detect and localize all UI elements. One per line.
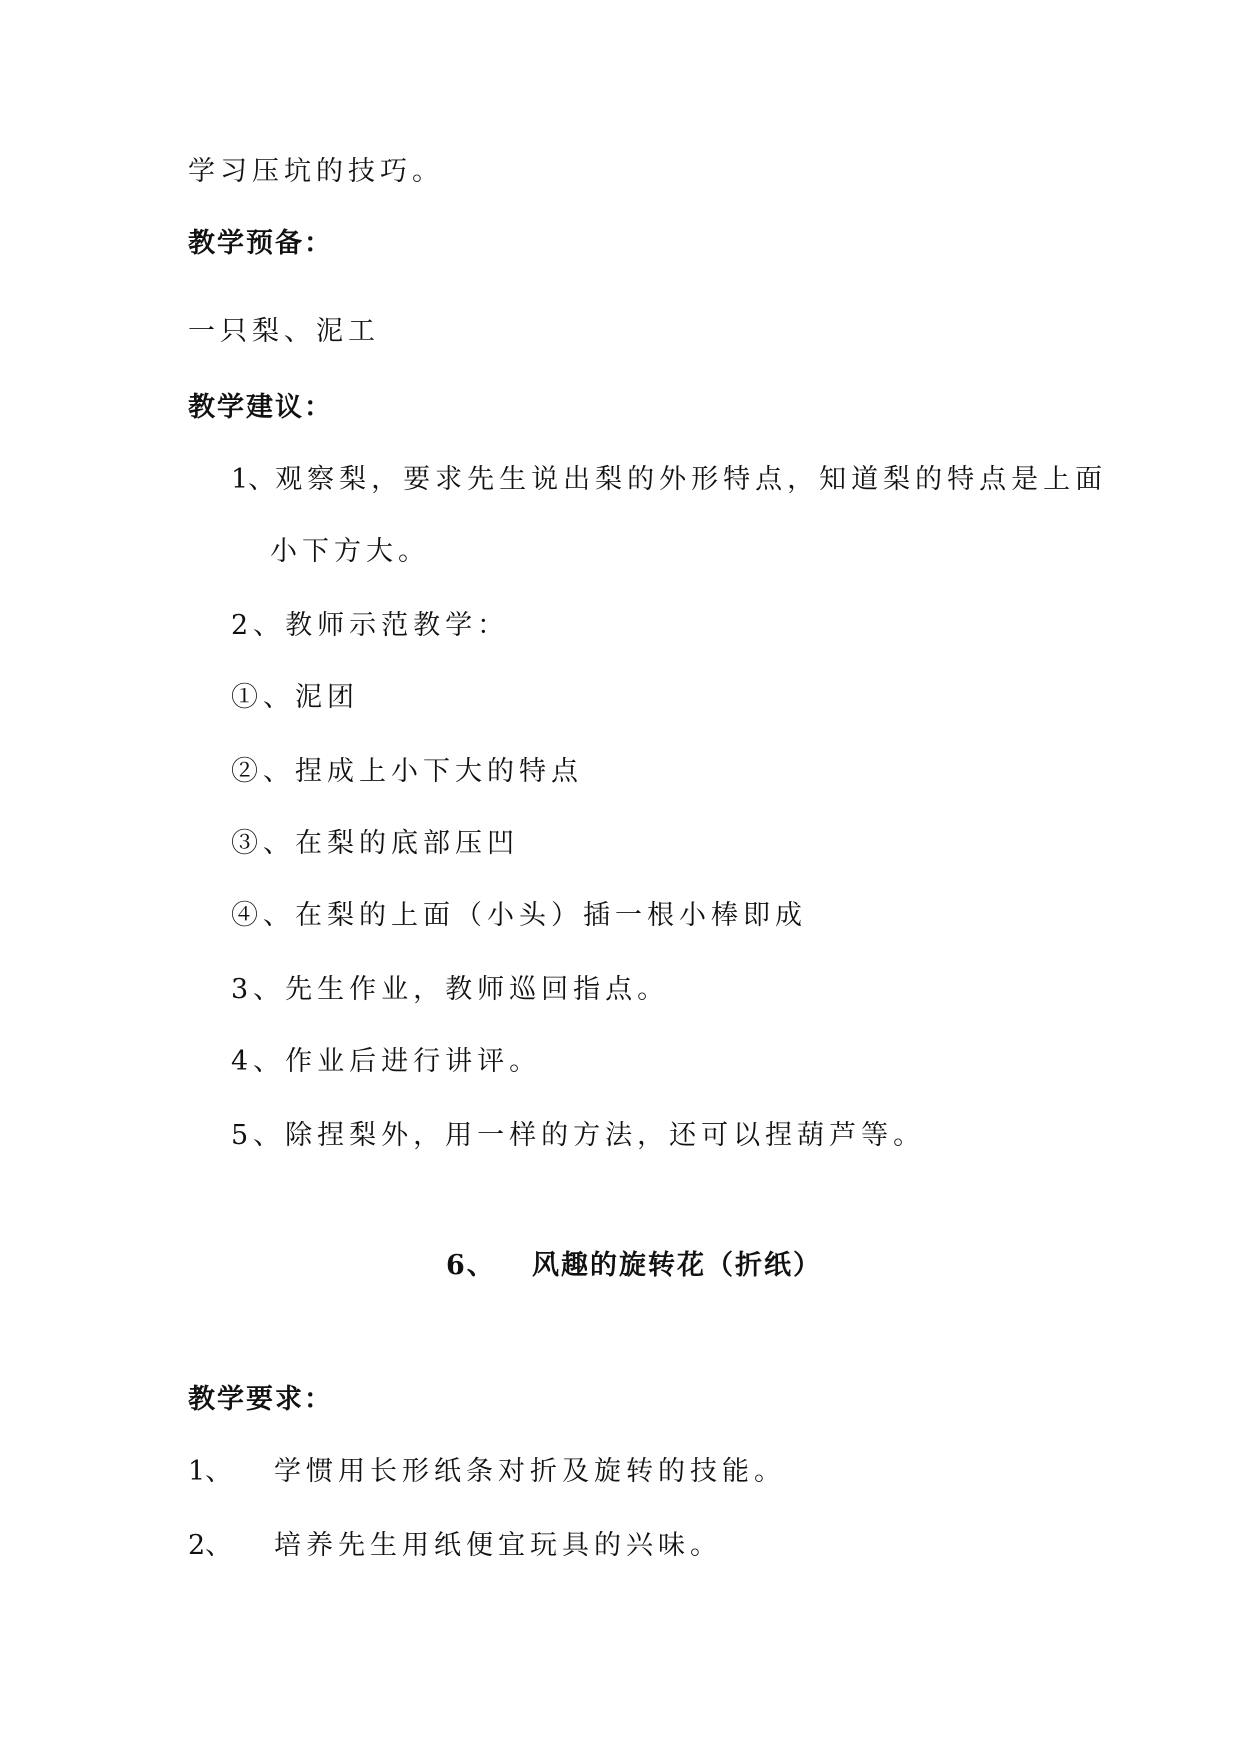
demo-step-4: ④、在梨的上面（小头）插一根小棒即成	[231, 900, 807, 931]
demo-step-3: ③、在梨的底部压凹	[231, 828, 519, 859]
suggestion-item-2: 2、教师示范教学：	[231, 610, 510, 641]
suggestion-item-4: 4、作业后进行讲评。	[231, 1046, 542, 1077]
suggestion-item-3: 3、先生作业，教师巡回指点。	[231, 974, 670, 1005]
prep-heading: 教学预备：	[188, 228, 333, 259]
suggestion-item-1-number: 1、	[231, 464, 276, 495]
requirement-1-number: 1、	[188, 1456, 233, 1487]
lesson-6-number: 6、	[446, 1250, 496, 1281]
suggestion-item-5: 5、除捏梨外，用一样的方法，还可以捏葫芦等。	[231, 1120, 926, 1151]
demo-step-2: ②、捏成上小下大的特点	[231, 756, 583, 787]
requirement-2-number: 2、	[188, 1530, 233, 1561]
suggestions-heading: 教学建议：	[188, 392, 333, 423]
requirements-heading: 教学要求：	[188, 1384, 333, 1415]
suggestion-item-1	[231, 462, 1107, 498]
prep-content: 一只梨、泥工	[188, 316, 380, 347]
demo-step-1: ①、泥团	[231, 682, 359, 713]
lesson-6-title: 风趣的旋转花（折纸）	[532, 1250, 822, 1281]
suggestion-item-1-text: 观察梨，要求先生说出梨的外形特点，知道梨的特点是上面	[275, 464, 1108, 495]
suggestion-item-1-continuation: 小下方大。	[270, 536, 430, 567]
requirement-1-text: 学惯用长形纸条对折及旋转的技能。	[274, 1456, 786, 1487]
intro-line: 学习压坑的技巧。	[188, 156, 444, 187]
requirement-2-text: 培养先生用纸便宜玩具的兴味。	[274, 1530, 722, 1561]
